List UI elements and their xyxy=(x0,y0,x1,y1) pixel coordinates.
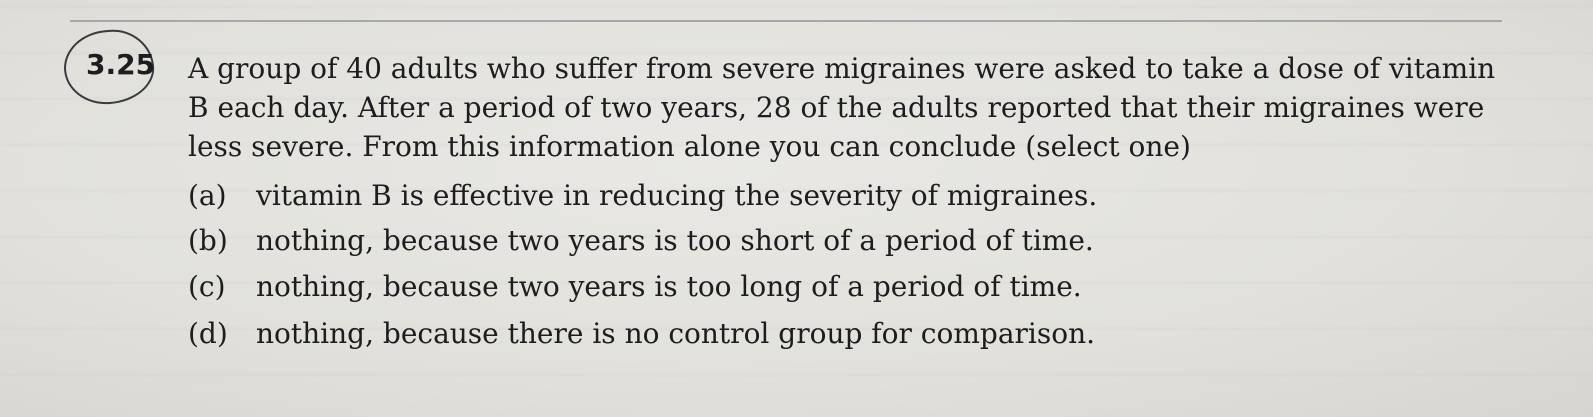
option-a xyxy=(188,179,1097,212)
option-text: nothing, because two years is too short of a period of time. xyxy=(256,224,1094,257)
option-text: vitamin B is effective in reducing the severity of migraines. xyxy=(256,179,1098,212)
option-letter: (b) xyxy=(188,224,228,257)
question-stem xyxy=(188,49,1518,166)
section-rule xyxy=(70,20,1502,22)
option-letter: (d) xyxy=(188,317,228,350)
option-b xyxy=(188,224,1094,257)
stem-line: B each day. After a period of two years, 28 of the adults reported that their migraines were xyxy=(188,91,1485,124)
option-letter: (a) xyxy=(188,179,227,212)
stem-line: less severe. From this information alone you can conclude (select one) xyxy=(188,130,1191,163)
stem-line: A group of 40 adults who suffer from severe migraines were asked to take a dose of vitamin xyxy=(188,52,1496,85)
option-text: nothing, because two years is too long of a period of time. xyxy=(256,270,1082,303)
option-d xyxy=(188,317,1095,350)
option-letter: (c) xyxy=(188,270,226,303)
exercise-number: 3.25 xyxy=(86,48,156,81)
option-text: nothing, because there is no control group for comparison. xyxy=(256,317,1096,350)
option-c xyxy=(188,270,1082,303)
